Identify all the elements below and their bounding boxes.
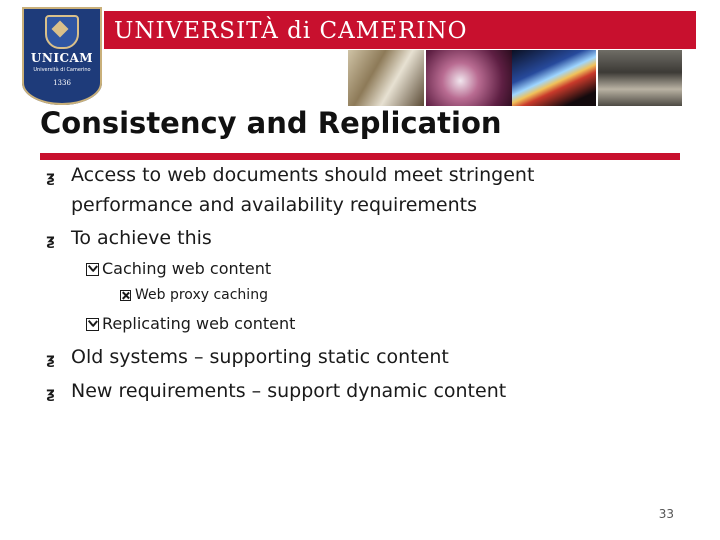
bullet-y-icon — [86, 263, 99, 276]
photo-students — [348, 50, 424, 106]
bullet-item: Access to web documents should meet stringent — [71, 164, 535, 186]
bullet-item: To achieve this — [71, 227, 212, 249]
logo-subtitle: Università di Camerino — [33, 67, 91, 73]
unicam-logo — [22, 7, 102, 105]
bullet-subsubitem: Web proxy caching — [135, 287, 268, 303]
logo-name: UNICAM — [30, 51, 94, 65]
logo-year: 1336 — [53, 79, 71, 87]
bullet-item-continuation: performance and availability requirements — [71, 194, 478, 216]
bullet-z-icon: ƺ — [46, 384, 55, 402]
bullet-z-icon: ƺ — [46, 168, 55, 186]
bullet-subitem: Caching web content — [102, 259, 272, 278]
bullet-z-icon: ƺ — [46, 231, 55, 249]
bullet-x-icon — [120, 290, 131, 301]
bullet-z-icon: ƺ — [46, 350, 55, 368]
page-number: 33 — [658, 507, 674, 521]
title-rule — [40, 153, 680, 160]
crest-icon — [45, 15, 79, 49]
bullet-item: New requirements – support dynamic content — [71, 380, 507, 402]
photo-light-spectrum — [512, 50, 596, 106]
photo-student-laptop — [598, 50, 682, 106]
bullet-y-icon — [86, 318, 99, 331]
photo-laboratory — [426, 50, 512, 106]
bullet-item: Old systems – supporting static content — [71, 346, 449, 368]
bullet-subitem: Replicating web content — [102, 314, 296, 333]
university-name: UNIVERSITÀ di CAMERINO — [114, 18, 468, 44]
slide-title: Consistency and Replication — [40, 106, 502, 140]
